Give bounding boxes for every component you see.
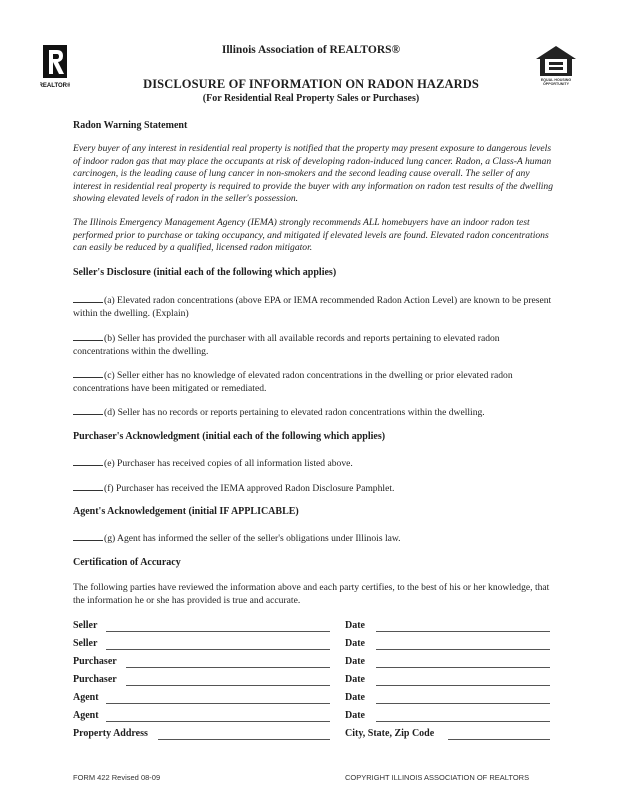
- page-subtitle: (For Residential Real Property Sales or Purchases): [202, 93, 420, 104]
- initial-field-d[interactable]: [73, 405, 103, 415]
- seller-2-signature-field[interactable]: [106, 649, 330, 650]
- agent-2-date-field[interactable]: [376, 721, 550, 722]
- seller-item-d: (d) Seller has no records or reports pertaining to elevated radon concentrations within the dwelling.: [73, 405, 553, 420]
- purchaser-heading: Purchaser's Acknowledgment (initial each of the following which applies): [73, 431, 386, 442]
- agent-heading: Agent's Acknowledgement (initial IF APPLICABLE): [73, 506, 299, 517]
- certification-text: The following parties have reviewed the information above and each party certifies, to the best of his or her knowledge, that the information he or she has provided is true and accurate.: [73, 582, 550, 606]
- seller-1-signature-field[interactable]: [106, 631, 330, 632]
- purchaser-2-signature-field[interactable]: [126, 685, 330, 686]
- seller-1-date-field[interactable]: [376, 631, 550, 632]
- agent-1-signature-field[interactable]: [106, 703, 330, 704]
- warning-paragraph-1: Every buyer of any interest in residential real property is notified that the property may present exposure to dangerous levels of indoor radon gas that may place the occupants at risk of developing radon-induced lung cancer. Radon, a Class-A human carcinogen, is the leading cause of lung cancer in non-smokers and the second leading cause overall. The seller of any interest in residential real property is required to provide the buyer with any information on radon test results of the dwelling showing elevated levels of radon in the seller's possession.: [73, 143, 553, 205]
- svg-text:EQUAL HOUSING: EQUAL HOUSING: [540, 78, 572, 82]
- purchaser-1-date-field[interactable]: [376, 667, 550, 668]
- agent-1-date-field[interactable]: [376, 703, 550, 704]
- seller-item-b: (b) Seller has provided the purchaser with all available records and reports pertaining to elevated radon concentrations within the dwelling.: [73, 333, 500, 357]
- svg-text:OPPORTUNITY: OPPORTUNITY: [543, 82, 569, 86]
- svg-text:REALTOR®: REALTOR®: [40, 83, 70, 89]
- page-title: DISCLOSURE OF INFORMATION ON RADON HAZARDS: [143, 77, 479, 91]
- purchaser-2-date-field[interactable]: [376, 685, 550, 686]
- city-state-zip-field[interactable]: [448, 739, 550, 740]
- purchaser-item-f: (f) Purchaser has received the IEMA approved Radon Disclosure Pamphlet.: [73, 481, 553, 496]
- signature-row-property: Property Address City, State, Zip Code: [73, 728, 553, 742]
- purchaser-1-signature-field[interactable]: [126, 667, 330, 668]
- certification-heading: Certification of Accuracy: [73, 557, 181, 568]
- form-number: FORM 422 Revised 08-09: [73, 773, 161, 782]
- initial-field-f[interactable]: [73, 481, 103, 491]
- organization-name: Illinois Association of REALTORS®: [221, 44, 401, 56]
- seller-item-a: (a) Elevated radon concentrations (above EPA or IEMA recommended Radon Action Level) are known to be present within the dwelling. (Explain): [73, 295, 552, 319]
- signature-row-purchaser-2: Purchaser Date: [73, 674, 553, 688]
- initial-field-g[interactable]: [73, 531, 103, 541]
- copyright-notice: COPYRIGHT ILLINOIS ASSOCIATION OF REALTORS: [345, 773, 530, 782]
- signature-row-agent-1: Agent Date: [73, 692, 553, 706]
- purchaser-item-e: (e) Purchaser has received copies of all information listed above.: [73, 456, 553, 471]
- warning-paragraph-2: The Illinois Emergency Management Agency (IEMA) strongly recommends ALL homebuyers have an indoor radon test performed prior to purchase or taking occupancy, and mitigated if elevated levels are found. Elevated radon concentrations can easily be reduced by a qualified, licensed radon mitigator.: [73, 217, 549, 254]
- seller-2-date-field[interactable]: [376, 649, 550, 650]
- signature-row-agent-2: Agent Date: [73, 710, 553, 724]
- seller-disclosure-heading: Seller's Disclosure (initial each of the following which applies): [73, 267, 337, 278]
- signature-row-seller-1: Seller Date: [73, 620, 553, 634]
- seller-item-c: (c) Seller either has no knowledge of elevated radon concentrations in the dwelling or prior elevated radon concentrations have been mitigated or remediated.: [73, 370, 513, 394]
- signature-row-seller-2: Seller Date: [73, 638, 553, 652]
- initial-field-a[interactable]: [73, 293, 103, 303]
- initial-field-c[interactable]: [73, 368, 103, 378]
- initial-field-b[interactable]: [73, 331, 103, 341]
- property-address-field[interactable]: [158, 739, 330, 740]
- agent-2-signature-field[interactable]: [106, 721, 330, 722]
- initial-field-e[interactable]: [73, 456, 103, 466]
- warning-heading: Radon Warning Statement: [73, 120, 188, 131]
- agent-item-g: (g) Agent has informed the seller of the seller's obligations under Illinois law.: [73, 531, 553, 546]
- signature-row-purchaser-1: Purchaser Date: [73, 656, 553, 670]
